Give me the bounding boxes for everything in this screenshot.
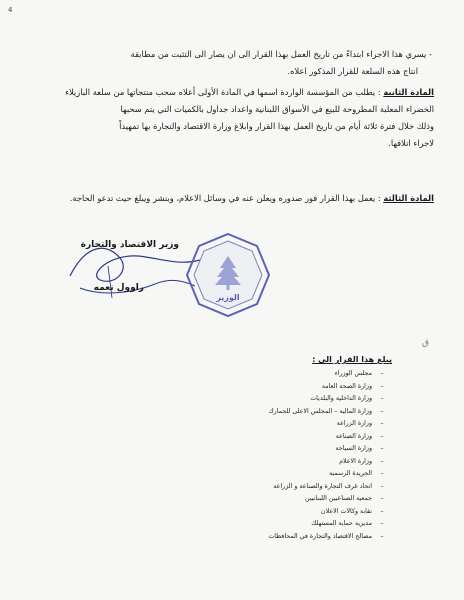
article-3-heading: المادة الثالثة <box>383 193 434 203</box>
distribution-item-label: الجريدة الرسمية <box>329 470 372 477</box>
list-dash: – <box>380 370 384 377</box>
article-2-line1 <box>34 84 434 101</box>
item-continuation <box>36 46 432 80</box>
corner-mark: ق <box>422 338 429 348</box>
distribution-item <box>268 531 386 544</box>
distribution-item-label: وزارة السياحة <box>335 445 372 452</box>
list-dash: – <box>380 382 384 390</box>
list-dash: – <box>380 470 384 477</box>
list-dash: – <box>380 520 384 527</box>
list-dash: – <box>380 420 384 427</box>
svg-text:الوزير: الوزير <box>216 293 240 302</box>
signatory-title: وزير الاقتصاد والتجارة <box>80 240 179 250</box>
page-number: 4 <box>8 6 13 14</box>
article-2-line4: لاجراء اتلافها. <box>388 138 434 148</box>
item-continuation-text1: يسري هذا الاجراء ابتداءً من تاريخ العمل بهذا القرار الى ان يصار الى التثبت من مطابقة <box>130 49 427 59</box>
distribution-item <box>268 393 386 406</box>
distribution-item <box>268 456 386 469</box>
distribution-item <box>268 406 386 419</box>
distribution-item <box>268 518 386 531</box>
list-dash: – <box>380 445 384 452</box>
item-continuation-line1 <box>36 46 432 63</box>
distribution-item <box>268 368 386 381</box>
list-dash: – <box>380 395 384 402</box>
item-dash: - <box>429 49 432 59</box>
list-dash: – <box>380 507 384 515</box>
distribution-item <box>268 431 386 444</box>
signatory-name: راوول نعمه <box>93 283 144 293</box>
distribution-item-label: وزارة الاعلام <box>339 457 372 465</box>
distribution-item-label: مجلس الوزراء <box>334 370 372 377</box>
article-3-text: : يعمل بهذا القرار فور صدوره ويعلن عنه في وسائل الاعلام، وينشر ويبلغ حيث تدعو الحاجة. <box>69 193 381 203</box>
list-dash: – <box>380 407 384 415</box>
article-3 <box>34 190 434 207</box>
article-2-heading: المادة الثانية <box>383 87 434 97</box>
distribution-item-label: اتحاد غرف التجارة والصناعة و الزراعة <box>273 482 372 490</box>
list-dash: – <box>380 495 384 502</box>
distribution-item-label: وزارة الداخلية والبلديات <box>310 395 372 402</box>
distribution-item-label: وزارة المالية – المجلس الاعلى للجمارك <box>268 407 372 415</box>
distribution-title: يبلغ هذا القرار الى : <box>312 355 392 364</box>
distribution-item-label: مديرية حماية المستهلك <box>311 520 372 527</box>
article-2-line3: وذلك خلال فترة ثلاثة أيام من تاريخ العمل بهذا القرار وابلاغ وزارة الاقتصاد والتجارة بها تمهيداً <box>119 121 434 131</box>
distribution-item <box>268 381 386 394</box>
distribution-item <box>268 506 386 519</box>
distribution-item-label: وزارة الصناعة <box>335 432 372 440</box>
distribution-item <box>268 418 386 431</box>
distribution-item-label: جمعية الصناعيين اللبنانيين <box>305 495 372 502</box>
list-dash: – <box>380 482 384 490</box>
distribution-item <box>268 468 386 481</box>
distribution-item <box>268 493 386 506</box>
distribution-item-label: وزارة الصحة العامة <box>321 382 372 390</box>
distribution-item-label: مصالح الاقتصاد والتجارة في المحافظات <box>268 532 372 540</box>
list-dash: – <box>380 532 384 540</box>
distribution-list <box>268 368 386 543</box>
article-2-line2: الخضراء المعلبة المطروحة للبيع في الأسواق اللبنانية واعداد جداول بالكميات التي يتم سحبها <box>120 104 434 114</box>
list-dash: – <box>380 457 384 465</box>
distribution-item <box>268 481 386 494</box>
distribution-item <box>268 443 386 456</box>
ministry-stamp <box>185 232 271 318</box>
item-continuation-line2: انتاج هذه السلعة للقرار المذكور اعلاه. <box>287 66 418 76</box>
article-2 <box>34 84 434 152</box>
distribution-item-label: نقابة وكالات الاعلان <box>321 507 372 515</box>
list-dash: – <box>380 432 384 440</box>
article-2-text1: : يطلب من المؤسسة الواردة اسمها في المادة الأولى أعلاه سحب منتجاتها من سلعة البازيلاء <box>65 87 381 97</box>
distribution-item-label: وزارة الزراعة <box>336 420 372 427</box>
